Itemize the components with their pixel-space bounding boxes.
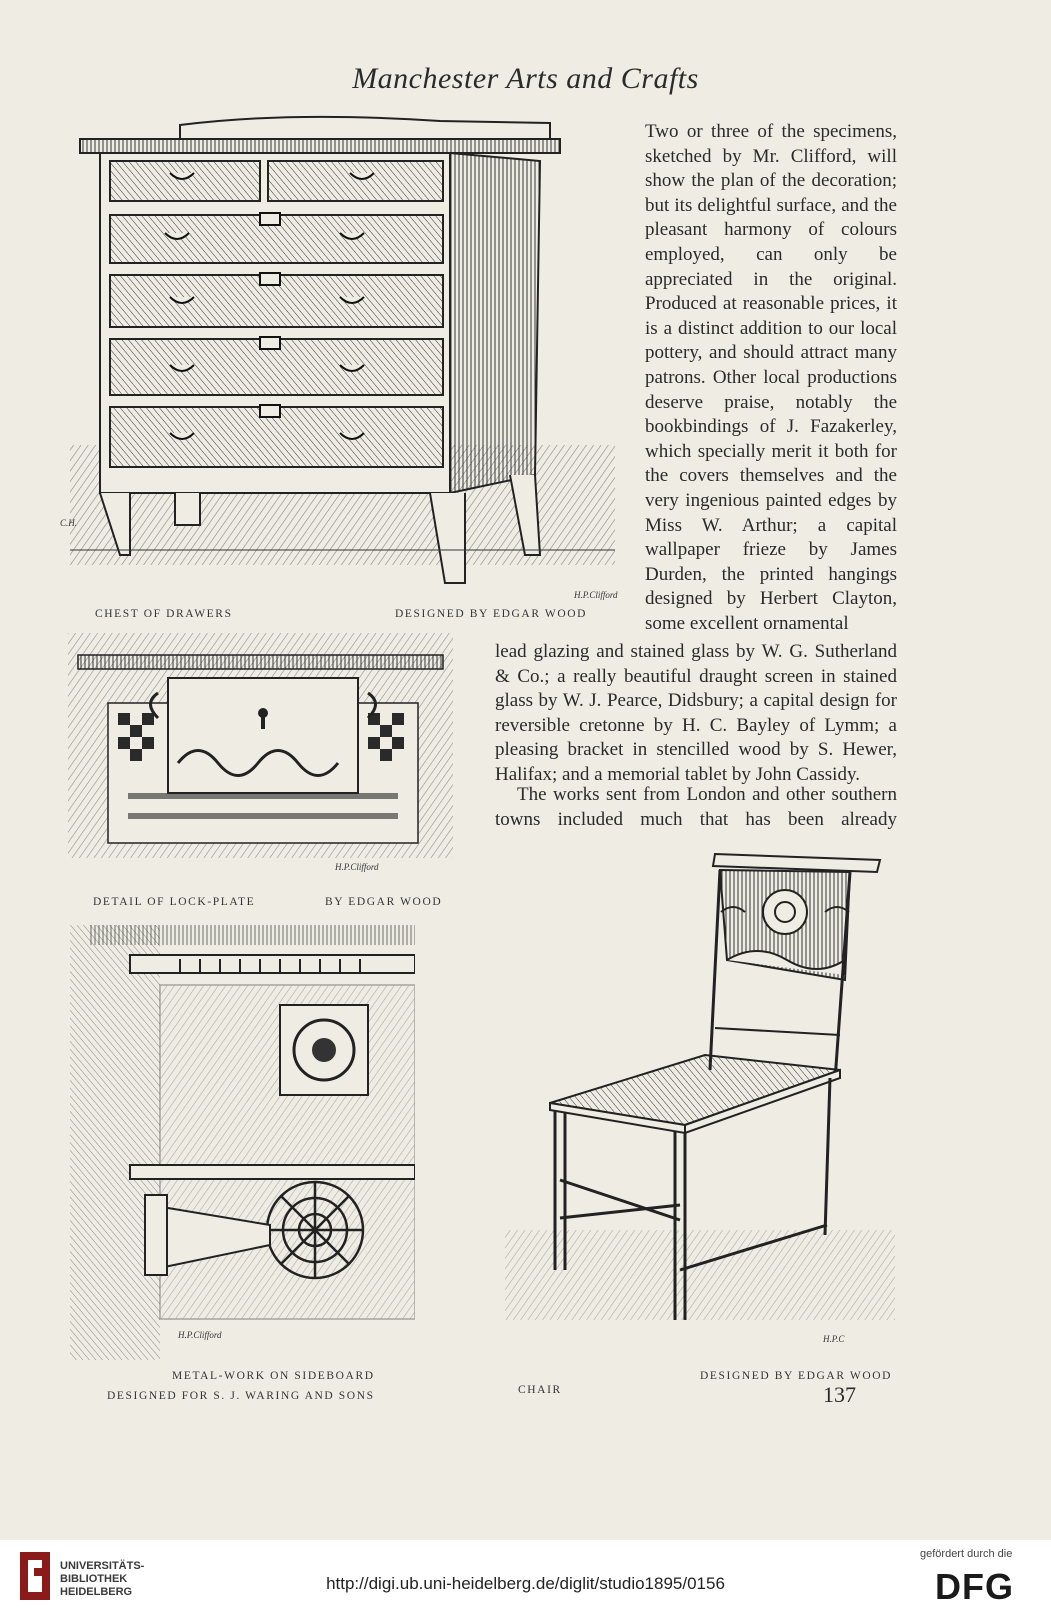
dfg-logo: DFG bbox=[935, 1566, 1014, 1607]
paragraph-2: lead glazing and stained glass by W. G. Sutherland & Co.; a really beautiful draught screen in stained glass by W. J. Pearce, Didsbury; a capital design for reversible cretonne by H. C. Bayley of Lymm; a pleasing bracket in stencilled wood by S. Hewer, Halifax; and a memorial tablet by John Cassidy. bbox=[495, 641, 897, 785]
funded-by-label: gefördert durch die bbox=[920, 1548, 1013, 1560]
paragraph-1: Two or three of the specimens, sketched by Mr. Clifford, will show the plan of the decoration; but its delightful surface, and the pleasant harmony of colours employed, can only be appreciated in the original. Produced at reasonable prices, it is a distinct addition to our local pottery, and should attract many patrons. Other local productions deserve praise, notably the bookbindings of J. Fazakerley, which specially merit it both for the covers themselves and the very ingenious painted edges by Miss W. Arthur; a capital wallpaper frieze by James Durden, the printed hangings designed by Herbert Clayton, some excellent ornamental bbox=[645, 121, 897, 634]
lock-plate-caption-left: DETAIL OF LOCK-PLATE bbox=[93, 896, 256, 908]
lock-plate-caption-right: BY EDGAR WOOD bbox=[325, 896, 443, 908]
sideboard-signature: H.P.Clifford bbox=[178, 1330, 222, 1340]
sideboard-caption-line2: DESIGNED FOR S. J. WARING AND SONS bbox=[107, 1390, 375, 1402]
chest-of-drawers-illustration bbox=[70, 115, 615, 605]
running-title: Manchester Arts and Crafts bbox=[352, 62, 699, 95]
paragraph-3 bbox=[495, 783, 897, 832]
library-name-line-1: UNIVERSITÄTS- bbox=[60, 1560, 145, 1572]
chair-caption-right: DESIGNED BY EDGAR WOOD bbox=[700, 1370, 893, 1382]
chair-illustration bbox=[505, 850, 895, 1355]
lock-plate-signature: H.P.Clifford bbox=[335, 862, 379, 872]
paragraph-3-text: The works sent from London and other southern towns included much that has been already bbox=[495, 784, 897, 830]
sideboard-caption-line1: METAL-WORK ON SIDEBOARD bbox=[172, 1370, 375, 1382]
chest-corner-initials: C.H. bbox=[60, 518, 78, 528]
chair-caption-left: CHAIR bbox=[518, 1384, 562, 1396]
chest-caption-left: CHEST OF DRAWERS bbox=[95, 608, 233, 620]
chair-signature: H.P.C bbox=[823, 1334, 845, 1344]
sideboard-metalwork-illustration bbox=[70, 925, 415, 1360]
chest-caption-right: DESIGNED BY EDGAR WOOD bbox=[395, 608, 588, 620]
lock-plate-illustration bbox=[68, 633, 453, 863]
chest-signature: H.P.Clifford bbox=[574, 590, 618, 600]
page-number: 137 bbox=[823, 1382, 856, 1407]
library-name-line-3: HEIDELBERG bbox=[60, 1586, 133, 1598]
source-url-link[interactable]: http://digi.ub.uni-heidelberg.de/diglit/studio1895/0156 bbox=[326, 1574, 725, 1593]
library-name-line-2: BIBLIOTHEK bbox=[60, 1573, 128, 1585]
